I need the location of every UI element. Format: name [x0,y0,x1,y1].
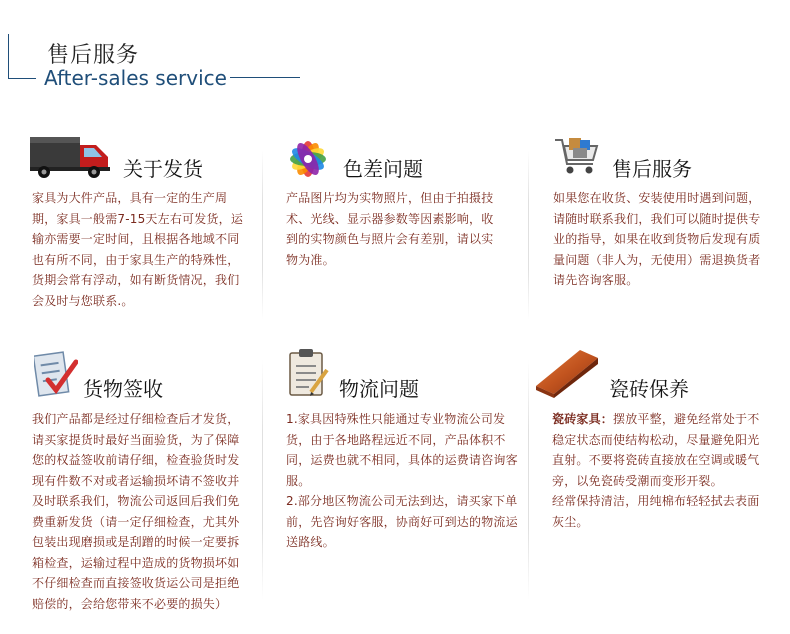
card-body: 家具为大件产品，具有一定的生产周期，家具一般需7-15天左右可发货，运输亦需要一定时间，且根据各地域不同也有所不同，由于家具生产的特殊性，货期会常有浮动，如有断货情况，我们会及时与您联系.。 [32,191,244,308]
checklist-icon [34,350,78,398]
card-title: 色差问题 [343,157,423,181]
card-body [552,409,766,532]
header-bracket-foot [8,78,36,79]
header-rule [230,77,300,78]
body-paragraph [552,409,766,491]
page-subtitle: After-sales service [44,66,227,90]
card-body [286,409,518,553]
page-title: 售后服务 [47,43,140,68]
clipboard-icon [287,348,329,398]
card-body: 我们产品都是经过仔细检查后才发货，请买家提货时最好当面验货，为了保障您的权益签收前请仔细，检查验货时发现有件数不对或者运输损坏请不签收并及时联系我们，物流公司返回后我们免费重新发货（请一定仔细检查，尤其外包装出现磨损或是刮蹭的时候一定要拆箱检查，运输过程中造成的货物损坏如不仔细检查而直接签收货运公司是拒绝赔偿的，会给您带来不必要的损失） [32,412,240,611]
wood-tile-icon [534,348,600,398]
column-divider [262,360,263,600]
body-paragraph: 2.部分地区物流公司无法到达，请买家下单前，先咨询好客服，协商好可到达的物流运送路线。 [286,494,518,549]
truck-icon [30,135,112,179]
color-wheel-icon [285,138,331,180]
body-paragraph: 经常保持清洁，用纯棉布轻轻拭去表面灰尘。 [552,494,760,529]
column-divider [262,150,263,320]
card-title: 货物签收 [83,377,163,401]
card-title: 瓷砖保养 [609,377,689,401]
header-bracket [8,34,9,78]
column-divider [528,150,529,320]
shopping-cart-icon [553,136,601,178]
card-body: 如果您在收货、安装使用时遇到问题，请随时联系我们，我们可以随时提供专业的指导，如果在收到货物后发现有质量问题（非人为，无使用）需退换货者请先咨询客服。 [553,191,761,287]
card-title: 物流问题 [339,377,419,401]
card-body: 产品图片均为实物照片，但由于拍摄技术、光线、显示器参数等因素影响，收到的实物颜色与照片会有差别，请以实物为准。 [286,191,494,267]
body-paragraph: 1.家具因特殊性只能通过专业物流公司发货，由于各地路程远近不同，产品体积不同，运费也就不相同，具体的运费请咨询客服。 [286,412,518,488]
body-text: 摆放平整，避免经常处于不稳定状态而使结构松动，尽量避免阳光直射。不要将瓷砖直接放在空调或暖气旁，以免瓷砖受潮而变形开裂。 [552,412,760,488]
card-title: 售后服务 [612,157,692,181]
column-divider [528,360,529,600]
card-title: 关于发货 [123,157,203,181]
body-label: 瓷砖家具： [552,412,614,426]
